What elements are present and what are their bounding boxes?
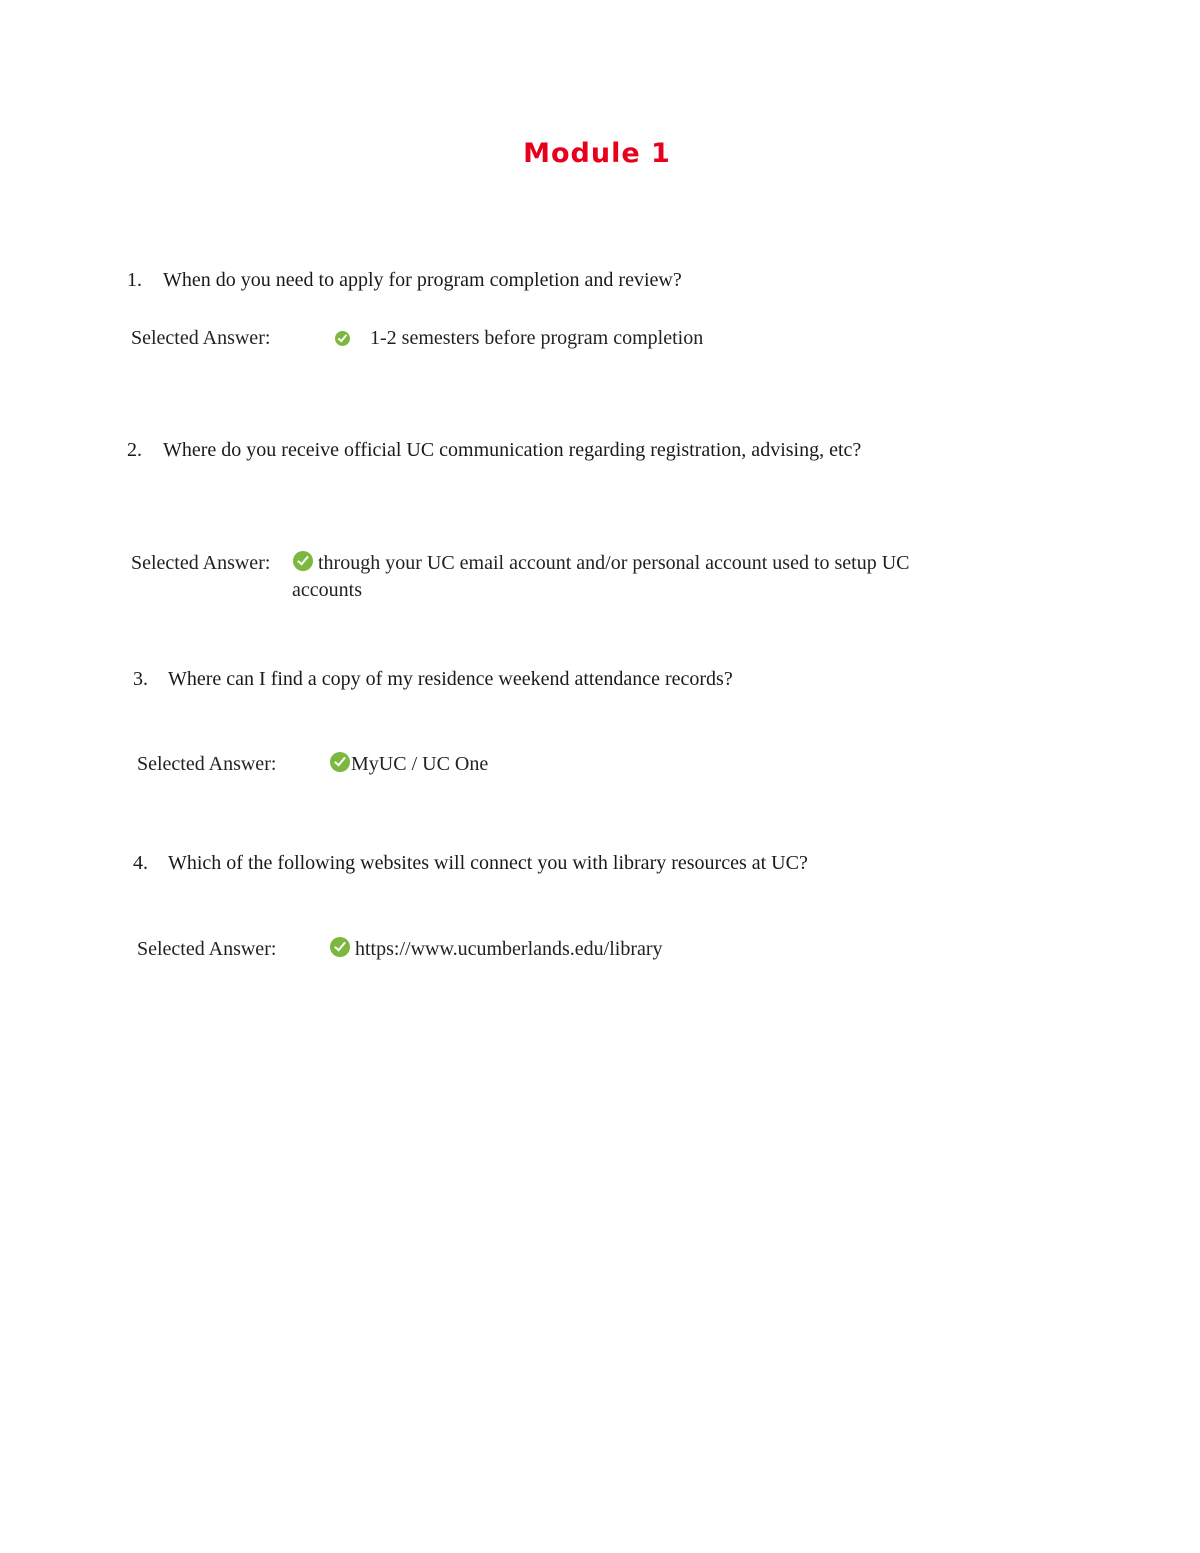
- question-4-text: Which of the following websites will connect you with library resources at UC?: [168, 852, 808, 874]
- question-2-answer-line2: accounts: [292, 579, 362, 601]
- question-3-answer-label: Selected Answer:: [137, 753, 277, 775]
- page-title: Module 1: [523, 138, 671, 169]
- question-4-answer: https://www.ucumberlands.edu/library: [355, 938, 663, 960]
- question-2-number: 2.: [127, 439, 142, 461]
- question-3-text-line: [133, 666, 733, 693]
- question-1-text-line: [127, 267, 682, 294]
- question-1-answer-label: Selected Answer:: [131, 327, 271, 349]
- check-circle-icon: [330, 937, 350, 957]
- check-circle-icon: [335, 331, 350, 346]
- question-1-answer: 1-2 semesters before program completion: [370, 327, 704, 349]
- check-circle-icon: [293, 551, 313, 571]
- question-2-text-line: [127, 437, 861, 464]
- question-2-answer-line1: through your UC email account and/or personal account used to setup UC: [318, 552, 910, 574]
- question-1-number: 1.: [127, 269, 142, 291]
- question-3-text: Where can I find a copy of my residence weekend attendance records?: [168, 668, 733, 690]
- question-3-answer: MyUC / UC One: [351, 753, 489, 775]
- question-2-answer-label: Selected Answer:: [131, 552, 271, 574]
- question-1-text: When do you need to apply for program completion and review?: [163, 269, 682, 291]
- question-4-text-line: [133, 850, 808, 877]
- question-4-answer-label: Selected Answer:: [137, 938, 277, 960]
- question-3-number: 3.: [133, 668, 148, 690]
- check-circle-icon: [330, 752, 350, 772]
- question-4-number: 4.: [133, 852, 148, 874]
- question-2-text: Where do you receive official UC communication regarding registration, advising, etc?: [163, 439, 862, 461]
